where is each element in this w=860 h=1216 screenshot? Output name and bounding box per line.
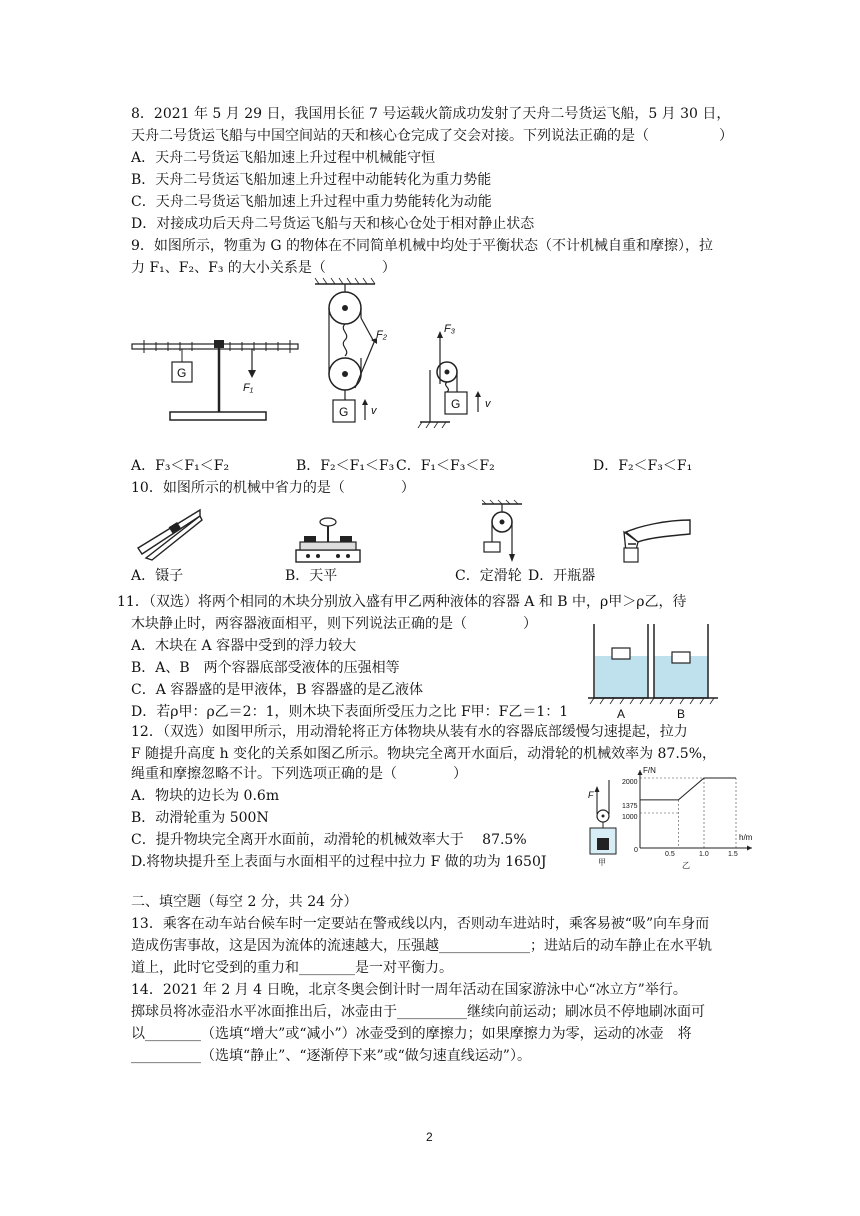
q12-option-b: B．动滑轮重为 500N: [131, 810, 269, 826]
q11-option-d: D．若ρ甲：ρ乙＝2：1，则木块下表面所受压力之比 F甲：F乙＝1：1: [131, 704, 569, 720]
q8-option-a: A．天舟二号货运飞船加速上升过程中机械能守恒: [131, 150, 436, 166]
q14-line1: 14．2021 年 2 月 4 日晚，北京冬奥会倒计时一周年活动在国家游泳中心“冰立方”举行。: [131, 982, 687, 998]
q8-option-b: B．天舟二号货运飞船加速上升过程中动能转化为重力势能: [131, 172, 492, 188]
q12-tick-1375: 1375: [622, 803, 638, 810]
q13-line3: 道上，此时它受到的重力和________是一对平衡力。: [131, 960, 453, 976]
q12-tick-05: 0.5: [665, 851, 675, 858]
q9-f3-label: F₃: [444, 323, 456, 335]
q10-stem: 10．如图所示的机械中省力的是（ ）: [131, 480, 415, 496]
q9-option-b: B．F₂＜F₁＜F₃: [296, 458, 395, 474]
q9-lever-figure: [130, 330, 305, 425]
section2-title: 二、填空题（每空 2 分，共 24 分）: [131, 894, 358, 910]
q12-stem-line1: 12．（双选）如图甲所示，用动滑轮将正方体物块从装有水的容器底部缓慢匀速提起，拉力: [131, 724, 688, 740]
balance-image: [292, 514, 364, 564]
q12-option-a: A．物块的边长为 0.6m: [131, 788, 280, 804]
q11-containers-figure: [588, 620, 738, 720]
q10-option-d: D．开瓶器: [528, 568, 596, 584]
q10-option-a: A．镊子: [131, 568, 184, 584]
q12-tick-0: 0: [634, 847, 638, 854]
q12-graph-xlabel: h/m: [739, 833, 753, 842]
q10-option-b: B．天平: [285, 568, 338, 584]
q9-stem-line1: 9．如图所示，物重为 G 的物体在不同简单机械中均处于平衡状态（不计机械自重和摩擦），拉: [131, 238, 713, 254]
q12-figure-jia: [586, 776, 622, 866]
q12-graph-ylabel: F/N: [643, 766, 656, 775]
q12-stem-line3: 绳重和摩擦忽略不计。下列选项正确的是（ ）: [131, 766, 467, 782]
q11-container-a-label: A: [617, 707, 626, 721]
bottle-opener-image: [616, 514, 696, 564]
q13-line1: 13．乘客在动车站台候车时一定要站在警戒线以内，否则动车进站时，乘客易被“吸”向车身而: [131, 916, 710, 932]
q8-option-c: C．天舟二号货运飞船加速上升过程中重力势能转化为动能: [131, 194, 492, 210]
q9-stem-line2: 力 F₁、F₂、F₃ 的大小关系是（ ）: [131, 260, 396, 276]
q9-option-a: A．F₃＜F₁＜F₂: [131, 458, 230, 474]
q12-yi-label: 乙: [682, 861, 690, 870]
q8-option-d: D．对接成功后天舟二号货运飞船与天和核心仓处于相对静止状态: [131, 216, 535, 232]
q12-y-arrow: [638, 770, 643, 775]
q9-movable-pulley-figure: [420, 318, 500, 430]
q12-tick-2000: 2000: [622, 779, 638, 786]
q9-f2-label: F₂: [376, 329, 387, 341]
q12-tick-15: 1.5: [728, 851, 738, 858]
tweezers-image: [132, 506, 204, 562]
q8-stem-line2: 天舟二号货运飞船与中国空间站的天和核心仓完成了交会对接。下列说法正确的是（ ）: [131, 128, 733, 144]
q9-v-label-3: v: [485, 398, 491, 410]
q14-line3: 以________（选填“增大”或“减小”）冰壶受到的摩擦力；如果摩擦力为零，运动的冰壶 将: [131, 1026, 692, 1042]
q12-jia-label: 甲: [598, 858, 606, 867]
q9-lever-weight-label: G: [177, 366, 187, 380]
q11-container-b-label: B: [677, 707, 686, 721]
q12-x-arrow: [747, 846, 752, 851]
q9-option-d: D．F₂＜F₃＜F₁: [593, 458, 693, 474]
q8-stem-line1: 8．2021 年 5 月 29 日，我国用长征 7 号运载火箭成功发射了天舟二号货运飞船，5 月 30 日，: [131, 106, 731, 122]
q12-tick-10: 1.0: [699, 851, 709, 858]
q14-line2: 掷球员将冰壶沿水平冰面推出后，冰壶由于__________继续向前运动；刷冰员不停地刷冰面可: [131, 1004, 705, 1020]
q9-pulley-block-figure: [315, 278, 395, 428]
page-number: 2: [426, 1130, 433, 1144]
q12-option-c: C．提升物块完全离开水面前，动滑轮的机械效率大于 87.5%: [131, 832, 527, 848]
q14-line4: __________（选填“静止”、“逐渐停下来”或“做匀速直线运动”）。: [131, 1048, 531, 1064]
q11-option-b: B．A、B 两个容器底部受液体的压强相等: [131, 660, 400, 676]
q9-block-weight-label: G: [339, 405, 349, 419]
q12-stem-line2: F 随提升高度 h 变化的关系如图乙所示。物块完全离开水面后，动滑轮的机械效率为 87.5%，: [131, 746, 717, 762]
q11-option-a: A．木块在 A 容器中受到的浮力较大: [131, 638, 357, 654]
q12-option-d: D.将物块提升至上表面与水面相平的过程中拉力 F 做的功为 1650J: [131, 854, 547, 870]
fixed-pulley-image: [478, 500, 528, 566]
q12-f-h-graph: [620, 764, 760, 870]
q10-option-c: C．定滑轮: [455, 568, 522, 584]
q12-f-label: F: [588, 790, 594, 800]
q11-option-c: C．A 容器盛的是甲液体，B 容器盛的是乙液体: [131, 682, 424, 698]
q9-pulley3-weight-label: G: [451, 397, 461, 411]
q9-f1-label: F₁: [243, 382, 254, 394]
q9-option-c: C．F₁＜F₃＜F₂: [396, 458, 495, 474]
q11-stem-line2: 木块静止时，两容器液面相平，则下列说法正确的是（ ）: [131, 616, 537, 632]
q11-stem-line1: 11．（双选）将两个相同的木块分别放入盛有甲乙两种液体的容器 A 和 B 中，ρ甲＞ρ乙，待: [117, 594, 687, 610]
q12-tick-1000: 1000: [622, 814, 638, 821]
q12-f-h-line: [640, 778, 736, 800]
q13-line2: 造成伤害事故，这是因为流体的流速越大，压强越_____________；进站后的动车静止在水平轨: [131, 938, 712, 954]
q9-v-label-2: v: [371, 405, 377, 417]
